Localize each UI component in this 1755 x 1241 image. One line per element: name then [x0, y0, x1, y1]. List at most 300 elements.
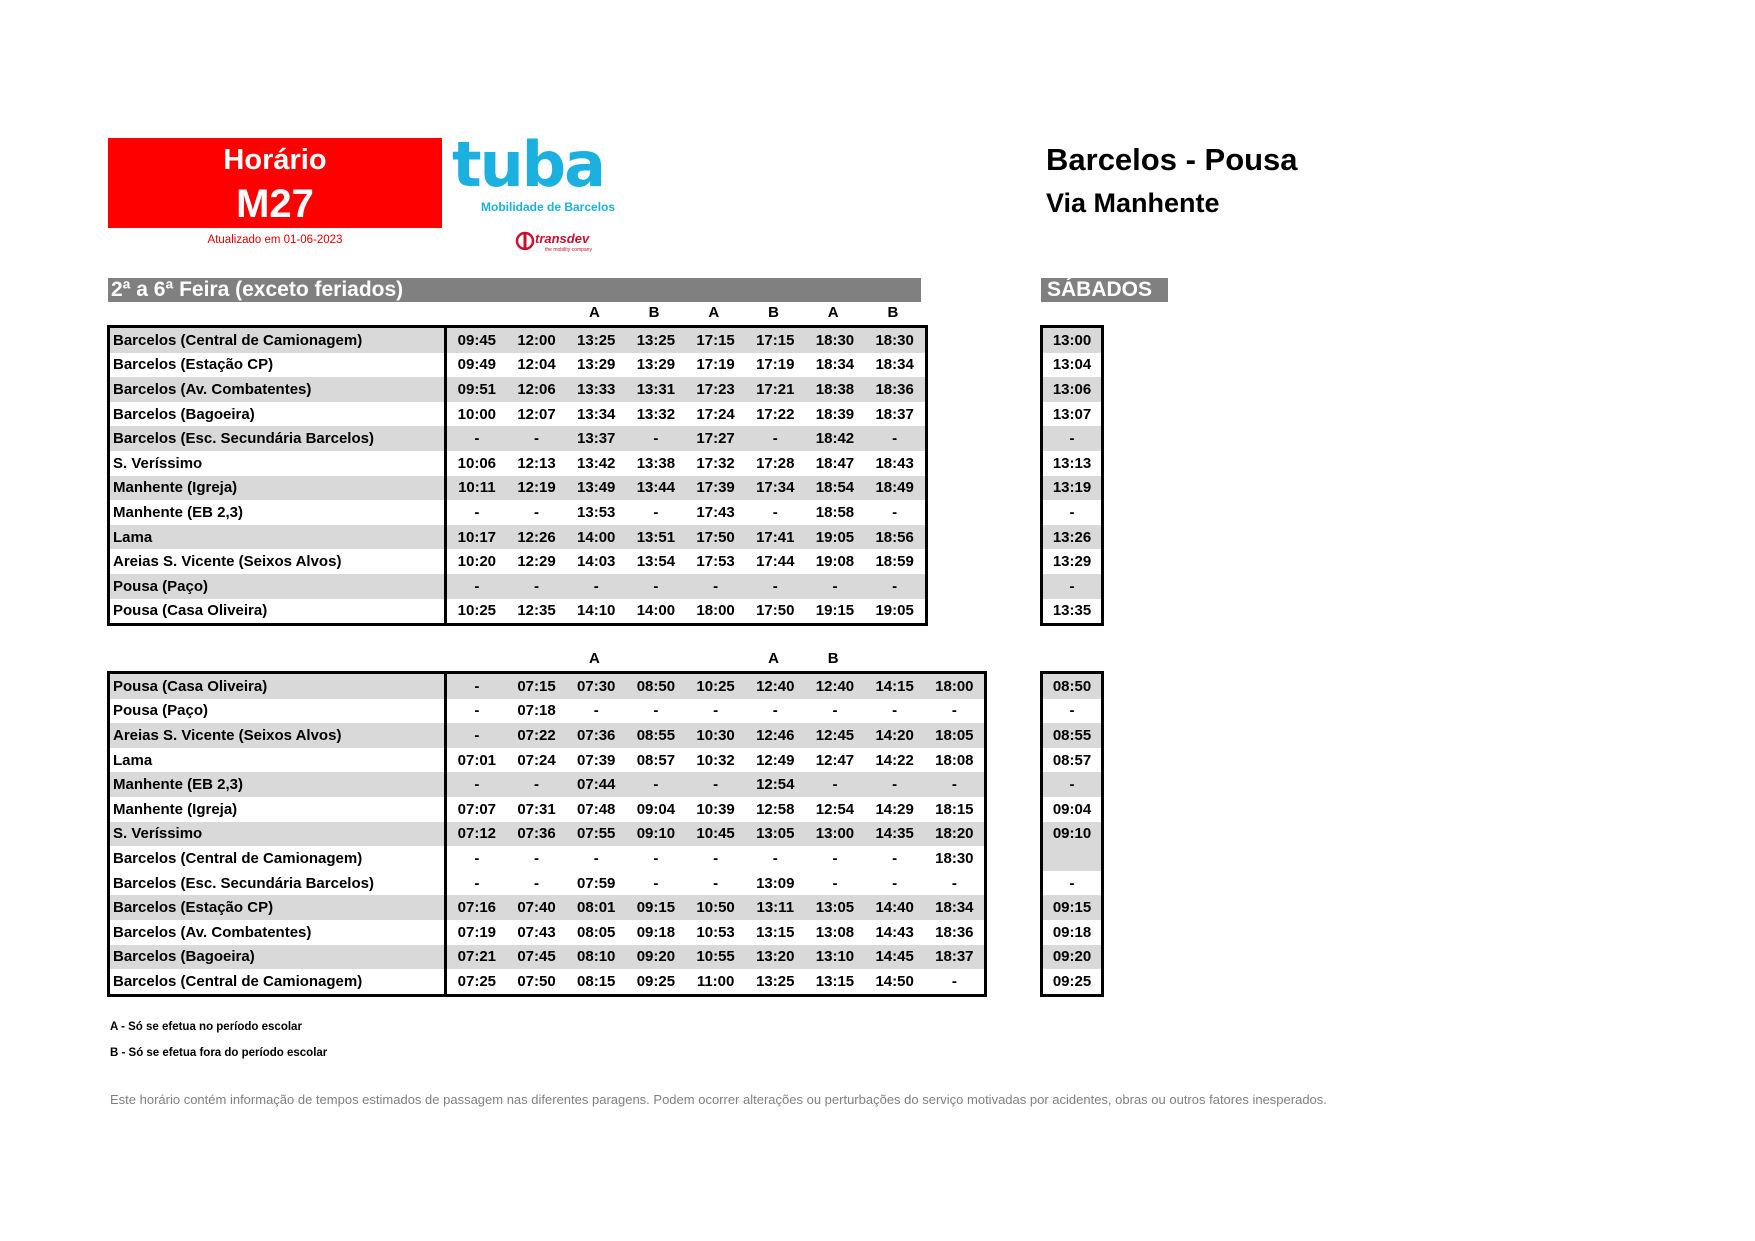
- departure-time: 17:19: [696, 356, 735, 374]
- departure-time: 13:44: [626, 476, 686, 501]
- departure-time: 18:43: [875, 454, 914, 472]
- departure-time: 12:49: [756, 751, 795, 769]
- departure-time: 17:50: [756, 602, 795, 620]
- saturday-row: [1042, 871, 1103, 896]
- stop-name: Barcelos (Central de Camionagem): [109, 846, 446, 871]
- saturday-row: [1042, 327, 1103, 353]
- departure-time: 12:13: [517, 454, 556, 472]
- departure-time: 17:50: [686, 525, 746, 550]
- departure-time: 13:38: [636, 454, 676, 472]
- departure-time: 18:30: [805, 327, 865, 353]
- saturday-row: [1042, 673, 1103, 699]
- departure-time: 18:08: [935, 751, 974, 769]
- saturday-time: 08:50: [1042, 673, 1103, 699]
- departure-time: 14:20: [865, 723, 925, 748]
- departure-time: -: [745, 574, 805, 599]
- departure-time: 09:51: [446, 377, 507, 402]
- departure-time: 18:37: [875, 405, 914, 423]
- departure-time: 07:30: [566, 673, 626, 699]
- departure-time: 18:30: [865, 327, 926, 353]
- departure-time: -: [446, 723, 507, 748]
- departure-time: 14:43: [875, 923, 914, 941]
- departure-time: 17:43: [696, 503, 735, 521]
- outbound-letter-row: [108, 304, 1008, 326]
- departure-time: 10:45: [686, 822, 746, 847]
- departure-time: 13:05: [745, 822, 805, 847]
- departure-time: 10:25: [686, 673, 746, 699]
- saturday-row: [1042, 476, 1103, 501]
- departure-time: 17:32: [696, 454, 735, 472]
- departure-time: 19:15: [815, 602, 855, 620]
- departure-time: 18:58: [815, 503, 855, 521]
- saturday-time: 08:57: [1042, 748, 1103, 773]
- departure-time: 18:34: [815, 356, 855, 374]
- departure-time: -: [626, 772, 686, 797]
- departure-time: 14:45: [865, 945, 925, 970]
- departure-time: 12:00: [507, 327, 567, 353]
- table-row: [109, 549, 927, 574]
- saturday-time: 09:25: [1042, 969, 1103, 995]
- stop-name: Pousa (Paço): [109, 574, 446, 599]
- departure-time: 14:29: [875, 800, 914, 818]
- departure-time: 18:42: [805, 426, 865, 451]
- departure-time: -: [507, 772, 567, 797]
- departure-time: 09:25: [636, 972, 676, 990]
- departure-time: -: [892, 503, 898, 521]
- saturday-time: 09:04: [1042, 797, 1103, 822]
- table-row: [109, 574, 927, 599]
- saturday-time: -: [1042, 699, 1103, 724]
- outbound-saturday-table: [1040, 325, 1104, 626]
- service-letter: B: [648, 304, 660, 321]
- table-row: [109, 476, 927, 501]
- departure-time: 19:08: [815, 553, 855, 571]
- departure-time: 09:20: [626, 945, 686, 970]
- departure-time: 12:26: [507, 525, 567, 550]
- departure-time: 19:05: [875, 602, 914, 620]
- departure-time: -: [534, 874, 540, 892]
- departure-time: 10:11: [446, 476, 507, 501]
- departure-time: 13:08: [815, 923, 855, 941]
- departure-time: -: [713, 874, 719, 892]
- footnote-a: A - Só se efetua no período escolar: [110, 1021, 302, 1033]
- departure-time: 14:50: [875, 972, 914, 990]
- table-row: [109, 748, 986, 773]
- departure-time: -: [653, 874, 659, 892]
- departure-time: 12:47: [815, 751, 855, 769]
- departure-time: 13:25: [626, 327, 686, 353]
- saturday-time: 13:04: [1042, 353, 1103, 378]
- departure-time: 12:40: [805, 673, 865, 699]
- route-code: M27: [236, 182, 314, 226]
- saturday-row: [1042, 599, 1103, 625]
- table-row: [109, 699, 986, 724]
- departure-time: -: [892, 702, 898, 720]
- stop-name: Barcelos (Bagoeira): [109, 945, 446, 970]
- departure-time: 09:18: [636, 923, 676, 941]
- service-letter: A: [588, 304, 600, 321]
- table-row: [109, 353, 927, 378]
- service-letter: A: [768, 650, 779, 667]
- departure-time: 17:53: [696, 553, 735, 571]
- departure-time: 17:39: [686, 476, 746, 501]
- departure-time: 11:00: [696, 972, 735, 990]
- departure-time: -: [474, 874, 480, 892]
- departure-time: 07:36: [566, 723, 626, 748]
- departure-time: 08:57: [636, 751, 676, 769]
- departure-time: 18:30: [935, 849, 974, 867]
- saturday-row: [1042, 500, 1103, 525]
- departure-time: 13:29: [636, 356, 676, 374]
- saturday-time: -: [1042, 871, 1103, 896]
- departure-time: 07:36: [507, 822, 567, 847]
- table-row: [109, 723, 986, 748]
- saturday-time: 09:15: [1042, 895, 1103, 920]
- departure-time: 10:00: [457, 405, 497, 423]
- saturday-time: 13:07: [1042, 402, 1103, 427]
- departure-time: 12:19: [507, 476, 567, 501]
- stop-name: Lama: [109, 525, 446, 550]
- departure-time: 18:49: [865, 476, 926, 501]
- stop-name: Manhente (Igreja): [109, 797, 446, 822]
- saturday-row: [1042, 723, 1103, 748]
- departure-time: 07:07: [457, 800, 497, 818]
- departure-time: 12:29: [517, 553, 556, 571]
- departure-time: 09:10: [626, 822, 686, 847]
- saturday-row: [1042, 402, 1103, 427]
- stop-name: Manhente (EB 2,3): [109, 772, 446, 797]
- disclaimer: Este horário contém informação de tempos estimados de passagem nas diferentes paragens. Podem ocorrer alterações ou perturbações do serviço motivadas por acidentes, obras ou outros fatores inesperados.: [110, 1092, 1327, 1107]
- tuba-logo: tuba: [452, 128, 604, 201]
- departure-time: 07:31: [517, 800, 556, 818]
- saturday-time: 09:20: [1042, 945, 1103, 970]
- outbound-weekday-table: [107, 325, 928, 626]
- saturday-time: -: [1042, 426, 1103, 451]
- departure-time: -: [892, 874, 898, 892]
- table-row: [109, 327, 927, 353]
- saturday-row: [1042, 772, 1103, 797]
- table-row: [109, 377, 927, 402]
- departure-time: 14:00: [636, 602, 676, 620]
- table-row: [109, 451, 927, 476]
- stop-name: Manhente (Igreja): [109, 476, 446, 501]
- departure-time: 17:22: [756, 405, 795, 423]
- stop-name: S. Veríssimo: [109, 822, 446, 847]
- departure-time: 07:44: [566, 772, 626, 797]
- departure-time: 12:46: [745, 723, 805, 748]
- departure-time: 13:09: [756, 874, 795, 892]
- departure-time: 13:00: [805, 822, 865, 847]
- departure-time: 13:53: [577, 503, 616, 521]
- departure-time: 10:39: [696, 800, 735, 818]
- departure-time: -: [446, 574, 507, 599]
- departure-time: -: [832, 849, 838, 867]
- departure-time: 08:55: [626, 723, 686, 748]
- inbound-saturday-table: [1040, 671, 1104, 997]
- table-row: [109, 402, 927, 427]
- departure-time: 07:39: [577, 751, 616, 769]
- departure-time: -: [865, 574, 926, 599]
- departure-time: 13:25: [566, 327, 626, 353]
- departure-time: 18:00: [696, 602, 735, 620]
- departure-time: -: [892, 849, 898, 867]
- departure-time: 18:59: [875, 553, 914, 571]
- departure-time: 18:39: [815, 405, 855, 423]
- departure-time: 08:15: [577, 972, 616, 990]
- departure-time: -: [474, 849, 480, 867]
- departure-time: -: [446, 772, 507, 797]
- departure-time: 07:19: [457, 923, 497, 941]
- departure-time: -: [772, 702, 778, 720]
- stop-name: Barcelos (Central de Camionagem): [109, 327, 446, 353]
- departure-time: -: [713, 702, 719, 720]
- saturday-time: 13:26: [1042, 525, 1103, 550]
- departure-time: 18:38: [805, 377, 865, 402]
- departure-time: -: [772, 503, 778, 521]
- departure-time: 07:01: [457, 751, 497, 769]
- departure-time: 17:21: [745, 377, 805, 402]
- route-name: Barcelos - Pousa: [1046, 142, 1298, 177]
- departure-time: -: [713, 849, 719, 867]
- saturday-row: [1042, 895, 1103, 920]
- departure-time: 14:35: [865, 822, 925, 847]
- saturday-time: 08:55: [1042, 723, 1103, 748]
- departure-time: 13:25: [756, 972, 795, 990]
- table-row: [109, 945, 986, 970]
- transdev-logo: [515, 230, 605, 256]
- saturday-time: 09:18: [1042, 920, 1103, 945]
- departure-time: 17:28: [756, 454, 795, 472]
- departure-time: 18:15: [935, 800, 974, 818]
- table-row: [109, 772, 986, 797]
- stop-name: Barcelos (Estação CP): [109, 353, 446, 378]
- weekday-header: 2ª a 6ª Feira (exceto feriados): [108, 278, 921, 302]
- saturday-row: [1042, 525, 1103, 550]
- departure-time: 07:50: [517, 972, 556, 990]
- departure-time: -: [474, 503, 480, 521]
- departure-time: 14:10: [577, 602, 616, 620]
- saturday-row: [1042, 699, 1103, 724]
- departure-time: 13:05: [805, 895, 865, 920]
- departure-time: -: [686, 772, 746, 797]
- saturday-time: 13:29: [1042, 549, 1103, 574]
- departure-time: 14:03: [577, 553, 616, 571]
- departure-time: 07:59: [577, 874, 616, 892]
- departure-time: -: [865, 426, 926, 451]
- stop-name: Manhente (EB 2,3): [109, 500, 446, 525]
- departure-time: 17:23: [686, 377, 746, 402]
- table-row: [109, 426, 927, 451]
- table-row: [109, 895, 986, 920]
- departure-time: 07:21: [446, 945, 507, 970]
- saturday-row: [1042, 797, 1103, 822]
- departure-time: 12:35: [517, 602, 556, 620]
- table-row: [109, 920, 986, 945]
- updated-date: Atualizado em 01-06-2023: [207, 234, 343, 246]
- departure-time: -: [653, 702, 659, 720]
- departure-time: 17:19: [756, 356, 795, 374]
- departure-time: 13:20: [745, 945, 805, 970]
- departure-time: 07:48: [577, 800, 616, 818]
- stop-name: S. Veríssimo: [109, 451, 446, 476]
- departure-time: 19:05: [805, 525, 865, 550]
- departure-time: -: [653, 849, 659, 867]
- departure-time: -: [832, 702, 838, 720]
- departure-time: 13:31: [626, 377, 686, 402]
- saturday-row: [1042, 920, 1103, 945]
- tuba-logo-subtitle: Mobilidade de Barcelos: [481, 200, 616, 214]
- inbound-weekday-table: [107, 671, 987, 997]
- departure-time: 07:25: [457, 972, 497, 990]
- schedule-label: Horário: [223, 144, 327, 176]
- saturday-row: [1042, 377, 1103, 402]
- table-row: [109, 673, 986, 699]
- departure-time: 13:33: [566, 377, 626, 402]
- saturday-row: [1042, 426, 1103, 451]
- departure-time: 08:50: [626, 673, 686, 699]
- saturday-time: [1042, 846, 1103, 871]
- saturday-time: 09:10: [1042, 822, 1103, 847]
- departure-time: -: [446, 673, 507, 699]
- stop-name: Lama: [109, 748, 446, 773]
- departure-time: 13:34: [577, 405, 616, 423]
- departure-time: -: [626, 426, 686, 451]
- service-letter: A: [708, 304, 720, 321]
- saturday-row: [1042, 945, 1103, 970]
- departure-time: 13:10: [805, 945, 865, 970]
- departure-time: -: [745, 426, 805, 451]
- departure-time: 10:20: [457, 553, 497, 571]
- transdev-tagline: the mobility company: [545, 247, 592, 253]
- saturday-row: [1042, 846, 1103, 871]
- departure-time: 07:55: [566, 822, 626, 847]
- departure-time: 13:32: [636, 405, 676, 423]
- service-letter: B: [827, 650, 839, 667]
- transdev-logo-text: transdev: [535, 231, 590, 246]
- stop-name: Barcelos (Bagoeira): [109, 402, 446, 427]
- departure-time: -: [865, 772, 925, 797]
- saturday-row: [1042, 969, 1103, 995]
- departure-time: 13:15: [815, 972, 855, 990]
- departure-time: -: [534, 503, 540, 521]
- saturday-time: -: [1042, 500, 1103, 525]
- departure-time: 17:15: [745, 327, 805, 353]
- departure-time: 12:40: [745, 673, 805, 699]
- service-letter: B: [887, 304, 899, 321]
- departure-time: 07:40: [507, 895, 567, 920]
- departure-time: -: [507, 426, 567, 451]
- departure-time: 09:45: [446, 327, 507, 353]
- departure-time: 17:41: [745, 525, 805, 550]
- departure-time: 17:24: [696, 405, 735, 423]
- departure-time: 17:34: [745, 476, 805, 501]
- saturday-time: 13:19: [1042, 476, 1103, 501]
- stop-name: Barcelos (Esc. Secundária Barcelos): [109, 426, 446, 451]
- table-row: [109, 822, 986, 847]
- departure-time: 14:00: [566, 525, 626, 550]
- departure-time: 07:15: [507, 673, 567, 699]
- service-letter: A: [588, 650, 600, 667]
- service-letter: B: [768, 304, 779, 321]
- departure-time: -: [686, 574, 746, 599]
- departure-time: -: [593, 702, 599, 720]
- service-letter: A: [827, 304, 839, 321]
- stop-name: Barcelos (Av. Combatentes): [109, 377, 446, 402]
- departure-time: 12:58: [756, 800, 795, 818]
- departure-time: 10:50: [686, 895, 746, 920]
- departure-time: 18:00: [925, 673, 986, 699]
- departure-time: 18:34: [925, 895, 986, 920]
- departure-time: 07:22: [507, 723, 567, 748]
- departure-time: -: [593, 849, 599, 867]
- departure-time: 10:30: [686, 723, 746, 748]
- departure-time: 14:40: [865, 895, 925, 920]
- departure-time: -: [951, 972, 957, 990]
- departure-time: -: [925, 772, 986, 797]
- stop-name: Barcelos (Av. Combatentes): [109, 920, 446, 945]
- footnote-b: B - Só se efetua fora do período escolar: [110, 1047, 328, 1059]
- departure-time: 17:27: [686, 426, 746, 451]
- departure-time: 13:37: [566, 426, 626, 451]
- saturday-row: [1042, 822, 1103, 847]
- departure-time: 10:53: [696, 923, 735, 941]
- departure-time: 12:04: [517, 356, 556, 374]
- inbound-letter-row: [108, 650, 1008, 672]
- saturday-time: -: [1042, 574, 1103, 599]
- departure-time: 18:05: [925, 723, 986, 748]
- saturday-row: [1042, 574, 1103, 599]
- departure-time: 14:22: [875, 751, 914, 769]
- stop-name: Areias S. Vicente (Seixos Alvos): [109, 723, 446, 748]
- saturday-row: [1042, 451, 1103, 476]
- departure-time: 13:54: [636, 553, 676, 571]
- saturday-row: [1042, 748, 1103, 773]
- table-row: [109, 500, 927, 525]
- saturday-time: -: [1042, 772, 1103, 797]
- stop-name: Pousa (Casa Oliveira): [109, 599, 446, 625]
- departure-time: 10:17: [446, 525, 507, 550]
- table-row: [109, 846, 986, 871]
- departure-time: -: [951, 702, 957, 720]
- departure-time: 12:06: [507, 377, 567, 402]
- stop-name: Pousa (Paço): [109, 699, 446, 724]
- stop-name: Areias S. Vicente (Seixos Alvos): [109, 549, 446, 574]
- departure-time: 14:15: [865, 673, 925, 699]
- stop-name: Pousa (Casa Oliveira): [109, 673, 446, 699]
- departure-time: 13:11: [745, 895, 805, 920]
- departure-time: 09:15: [626, 895, 686, 920]
- route-badge: [108, 138, 442, 228]
- departure-time: 18:36: [935, 923, 974, 941]
- departure-time: 18:54: [805, 476, 865, 501]
- saturday-time: 13:06: [1042, 377, 1103, 402]
- departure-time: -: [653, 503, 659, 521]
- departure-time: -: [805, 574, 865, 599]
- departure-time: -: [626, 574, 686, 599]
- departure-time: 07:12: [446, 822, 507, 847]
- departure-time: 18:47: [815, 454, 855, 472]
- table-row: [109, 525, 927, 550]
- departure-time: -: [832, 874, 838, 892]
- departure-time: -: [474, 702, 480, 720]
- departure-time: 09:49: [457, 356, 497, 374]
- departure-time: 08:01: [566, 895, 626, 920]
- saturday-header: SÁBADOS: [1041, 278, 1168, 302]
- table-row: [109, 599, 927, 625]
- departure-time: 18:56: [865, 525, 926, 550]
- table-row: [109, 871, 986, 896]
- departure-time: 09:04: [636, 800, 676, 818]
